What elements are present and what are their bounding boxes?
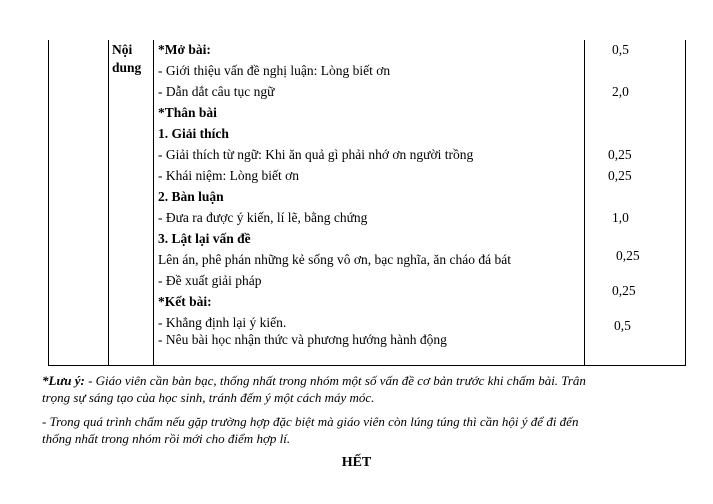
row-text: - Đưa ra được ý kiến, lí lẽ, bằng chứng (158, 210, 368, 225)
section-label: Nội (112, 42, 133, 57)
column-divider (108, 40, 109, 366)
grading-table (48, 40, 686, 366)
row-text: - Nêu bài học nhận thức và phương hướng hành động (158, 332, 447, 347)
row-text: 3. Lật lại vấn đề (158, 231, 251, 246)
column-divider (584, 40, 585, 366)
column-divider (153, 40, 154, 366)
score-value: 0,5 (612, 42, 629, 57)
end-marker: HẾT (341, 455, 372, 470)
row-text: - Giới thiệu vấn đề nghị luận: Lòng biết ơn (158, 63, 391, 78)
note-text: - Trong quá trình chấm nếu gặp trường hợp đặc biệt mà giáo viên còn lúng túng thì cần hội ý để đi đến (42, 414, 579, 429)
note-text: - Giáo viên cần bàn bạc, thống nhất trong nhóm một số vấn đề cơ bản trước khi chấm bài. Trân (84, 373, 586, 388)
score-value: 2,0 (612, 84, 629, 99)
row-text: Lên án, phê phán những kẻ sống vô ơn, bạc nghĩa, ăn cháo đá bát (158, 252, 511, 267)
row-text: 2. Bàn luận (158, 189, 224, 204)
section-label: dung (112, 60, 142, 75)
note-text: trọng sự sáng tạo của học sinh, tránh đếm ý một cách máy móc. (42, 390, 375, 405)
note-label: *Lưu ý: (42, 373, 85, 388)
score-value: 1,0 (612, 210, 629, 225)
note-paragraph (42, 372, 682, 406)
row-text: - Khẳng định lại ý kiến. (158, 315, 287, 330)
row-text: *Mở bài: (158, 42, 211, 57)
row-text: - Giải thích từ ngữ: Khi ăn quả gì phải nhớ ơn người trồng (158, 147, 474, 162)
score-value: 0,25 (616, 248, 640, 263)
score-value: 0,25 (612, 283, 636, 298)
row-text: 1. Giải thích (158, 126, 229, 141)
score-value: 0,25 (608, 168, 632, 183)
row-text: - Đề xuất giải pháp (158, 273, 262, 288)
row-text: *Thân bài (158, 105, 217, 120)
row-text: *Kết bài: (158, 294, 212, 309)
note-paragraph (42, 413, 682, 447)
score-value: 0,5 (614, 318, 631, 333)
row-text: - Dẫn dắt câu tục ngữ (158, 84, 275, 99)
row-text: - Khái niệm: Lòng biết ơn (158, 168, 299, 183)
score-value: 0,25 (608, 147, 632, 162)
note-text: thống nhất trong nhóm rồi mới cho điểm hợp lí. (42, 431, 291, 446)
